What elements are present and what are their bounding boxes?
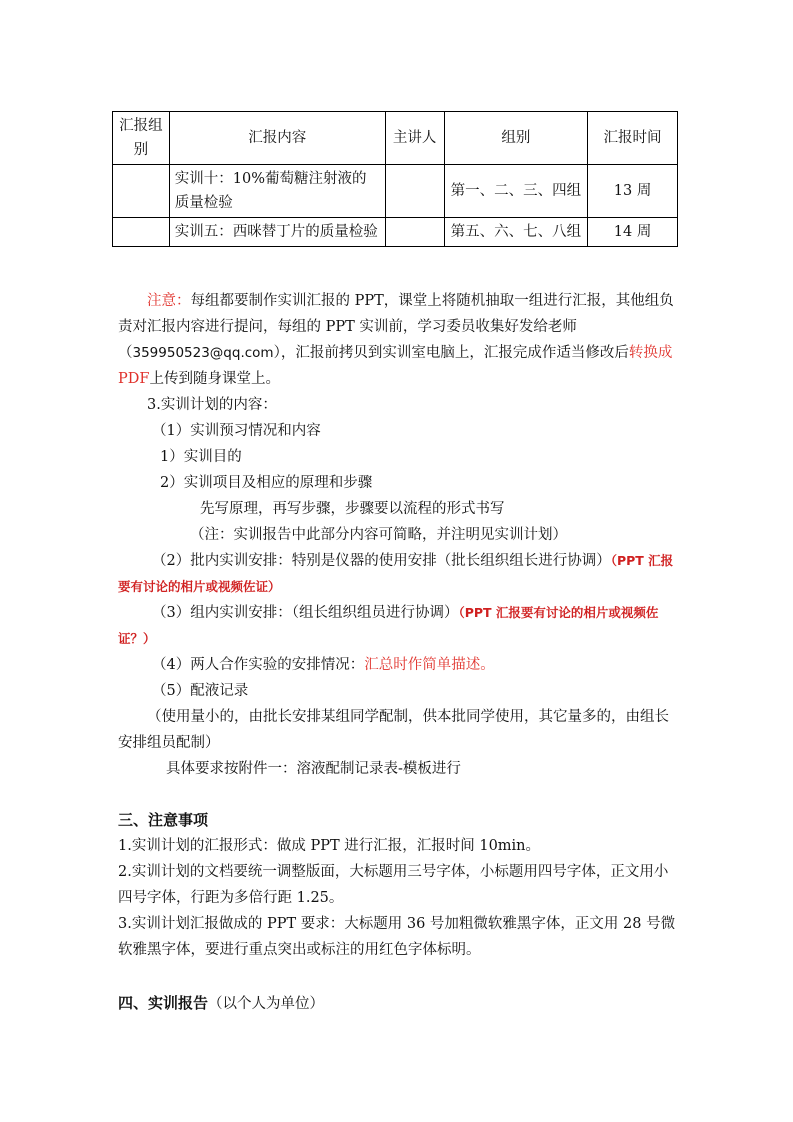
plan-item-1-2-b: （注：实训报告中此部分内容可简略，并注明见实训计划） bbox=[190, 527, 567, 543]
plan-item-3-red: （PPT 汇报要有讨论的相片或视频佐证？） bbox=[118, 605, 659, 646]
note-text-1: 每组都要制作实训汇报的 PPT，课堂上将随机抽取一组进行汇报，其他组负责对汇报内容进行提问，每组的 PPT 实训前，学习委员收集好发给老师（ bbox=[118, 293, 674, 361]
table-row bbox=[113, 165, 678, 218]
note-red-text: 转换成 PDF bbox=[118, 345, 673, 387]
plan-item-1-1: 1）实训目的 bbox=[160, 449, 242, 465]
header-content: 汇报内容 bbox=[169, 112, 385, 165]
cell-content: 实训十：10%葡萄糖注射液的质量检验 bbox=[169, 165, 385, 218]
section-3-heading: 三、注意事项 bbox=[118, 811, 209, 829]
table-header-row bbox=[113, 112, 678, 165]
cell-content: 实训五：西咪替丁片的质量检验 bbox=[169, 218, 385, 247]
cell-groups: 第一、二、三、四组 bbox=[444, 165, 588, 218]
table-row bbox=[113, 218, 678, 247]
header-speaker: 主讲人 bbox=[385, 112, 444, 165]
header-time: 汇报时间 bbox=[588, 112, 678, 165]
plan-item-1-2-a: 先写原理，再写步骤，步骤要以流程的形式书写 bbox=[200, 501, 505, 517]
section-3-item-1: 1.实训计划的汇报形式：做成 PPT 进行汇报，汇报时间 10min。 bbox=[118, 838, 541, 854]
section-4-note: （以个人为单位） bbox=[208, 996, 325, 1012]
teacher-email: 359950523@qq.com bbox=[132, 345, 274, 361]
plan-item-5-requirement: 具体要求按附件一：溶液配制记录表-模板进行 bbox=[166, 761, 461, 777]
plan-item-5: （5）配液记录 bbox=[152, 683, 249, 699]
plan-title: 3.实训计划的内容： bbox=[147, 397, 277, 413]
header-group: 汇报组别 bbox=[113, 112, 170, 165]
plan-item-4-text: （4）两人合作实验的安排情况： bbox=[152, 657, 365, 673]
note-text-3: 上传到随身课堂上。 bbox=[149, 371, 280, 387]
cell-group bbox=[113, 165, 170, 218]
cell-groups: 第五、六、七、八组 bbox=[444, 218, 588, 247]
plan-item-1: （1）实训预习情况和内容 bbox=[152, 423, 321, 439]
plan-item-2 bbox=[118, 548, 678, 600]
plan-item-4-red: 汇总时作简单描述。 bbox=[364, 657, 495, 673]
plan-item-3 bbox=[118, 600, 678, 652]
cell-speaker bbox=[385, 165, 444, 218]
plan-item-4 bbox=[152, 652, 678, 678]
plan-item-2-text: （2）批内实训安排：特别是仪器的使用安排（批长组织组长进行协调） bbox=[152, 553, 611, 569]
section-4-heading bbox=[118, 990, 678, 1017]
note-paragraph bbox=[118, 288, 678, 392]
section-3-item-3: 3.实训计划汇报做成的 PPT 要求：大标题用 36 号加粗微软雅黑字体，正文用 28 号微软雅黑字体，要进行重点突出或标注的用红色字体标明。 bbox=[118, 916, 676, 958]
cell-time: 14 周 bbox=[588, 218, 678, 247]
plan-item-2-red: （PPT 汇报要有讨论的相片或视频佐证） bbox=[118, 553, 674, 594]
section-3-item-2: 2.实训计划的文档要统一调整版面，大标题用三号字体，小标题用四号字体，正文用小四号字体，行距为多倍行距 1.25。 bbox=[118, 864, 669, 906]
header-groups: 组别 bbox=[444, 112, 588, 165]
plan-item-5-text: （使用量小的，由批长安排某组同学配制，供本批同学使用，其它量多的，由组长安排组员配制） bbox=[118, 709, 669, 751]
plan-item-3-text: （3）组内实训安排：（组长组织组员进行协调） bbox=[152, 605, 459, 621]
note-label: 注意： bbox=[147, 293, 191, 309]
cell-time: 13 周 bbox=[588, 165, 678, 218]
cell-speaker bbox=[385, 218, 444, 247]
section-4-title: 四、实训报告 bbox=[118, 994, 209, 1012]
cell-group bbox=[113, 218, 170, 247]
plan-item-1-2: 2）实训项目及相应的原理和步骤 bbox=[160, 475, 373, 491]
report-schedule-table bbox=[112, 111, 678, 247]
note-text-2: ），汇报前拷贝到实训室电脑上，汇报完成作适当修改后 bbox=[273, 345, 629, 361]
